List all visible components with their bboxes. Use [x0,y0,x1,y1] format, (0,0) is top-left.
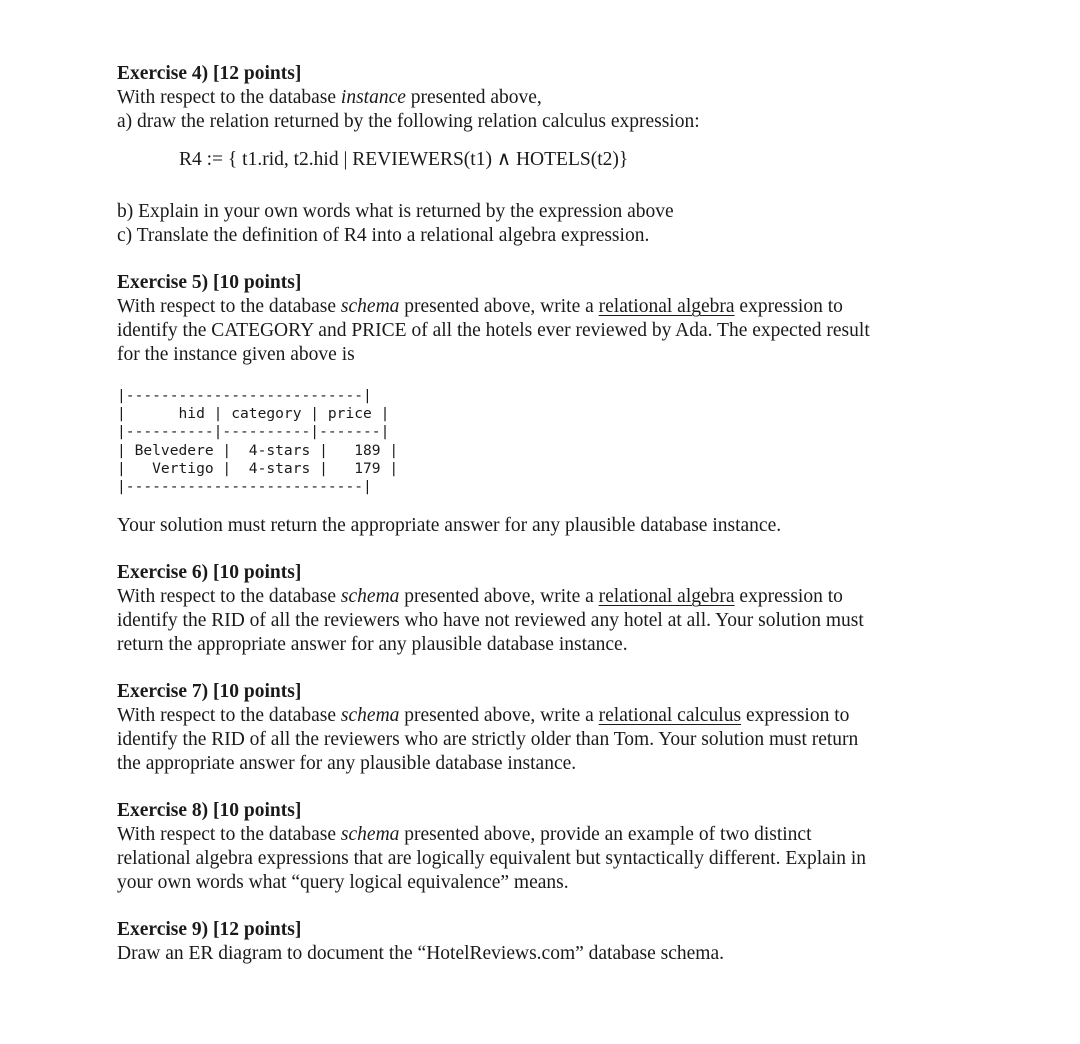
exercise-7-line-1 [117,704,967,728]
exercise-6-line-3: return the appropriate answer for any plausible database instance. [117,634,628,656]
text: presented above, provide an example of two distinct [399,824,812,846]
schema-emphasis: schema [340,586,400,608]
exercise-9-line-1: Draw an ER diagram to document the “HotelReviews.com” database schema. [117,943,724,965]
exercise-7-line-2: identify the RID of all the reviewers who are strictly older than Tom. Your solution must return [117,729,859,751]
schema-emphasis: schema [340,296,400,317]
text: presented above, write a [399,296,599,317]
exercise-7 [117,680,967,776]
relational-calculus-underlined: relational calculus [598,705,742,727]
exercise-5-line-2: identify the CATEGORY and PRICE of all the hotels ever reviewed by Ada. The expected result [117,320,870,341]
intro-emphasis: instance [340,87,406,108]
text: With respect to the database [117,586,341,608]
schema-emphasis: schema [340,705,400,727]
text: With respect to the database [117,296,341,317]
text: expression to [741,705,850,727]
text: expression to [734,586,843,608]
exercise-7-line-3: the appropriate answer for any plausible database instance. [117,753,577,775]
exercise-9-title: Exercise 9) [12 points] [117,919,302,941]
exercise-5-title: Exercise 5) [10 points] [117,272,302,293]
text: With respect to the database [117,705,341,727]
exercise-5-note: Your solution must return the appropriate answer for any plausible database instance. [117,515,782,537]
relational-algebra-underlined: relational algebra [598,586,735,608]
exercise-8-line-2: relational algebra expressions that are logically equivalent but syntactically different. Explain in [117,848,867,870]
exercise-sheet [117,62,967,966]
intro-text-end: presented above, [405,87,542,108]
exercise-5-line-1 [117,295,967,319]
exercise-8-line-3: your own words what “query logical equivalence” means. [117,872,569,894]
exercise-8-title: Exercise 8) [10 points] [117,800,302,822]
text: presented above, write a [399,586,599,608]
exercise-7-title: Exercise 7) [10 points] [117,681,302,703]
relational-algebra-underlined: relational algebra [598,296,735,317]
exercise-6 [117,561,967,657]
r4-formula: R4 := { t1.rid, t2.hid | REVIEWERS(t1) ∧ HOTELS(t2)} [179,149,629,170]
intro-text: With respect to the database [117,87,341,108]
text: presented above, write a [399,705,599,727]
exercise-4 [117,62,967,248]
exercise-6-line-2: identify the RID of all the reviewers who have not reviewed any hotel at all. Your solution must [117,610,864,632]
exercise-4-intro [117,86,967,110]
expected-result-table: |---------------------------| | hid | category | price | |----------|----------|-------| | Belvedere | 4-stars | 189 | | Vertigo | 4-stars | 179 | |---------------------------| [117,387,399,496]
schema-emphasis: schema [340,824,400,846]
text: With respect to the database [117,824,341,846]
exercise-4-part-a: a) draw the relation returned by the following relation calculus expression: [117,111,700,132]
exercise-9 [117,918,967,966]
exercise-8 [117,799,967,895]
exercise-5-line-3: for the instance given above is [117,344,355,365]
exercise-4-title: Exercise 4) [12 points] [117,63,302,84]
exercise-6-title: Exercise 6) [10 points] [117,562,302,584]
exercise-6-line-1 [117,585,967,609]
exercise-5 [117,271,967,538]
exercise-8-line-1 [117,823,967,847]
exercise-4-part-c: c) Translate the definition of R4 into a relational algebra expression. [117,225,650,246]
exercise-4-part-b: b) Explain in your own words what is returned by the expression above [117,201,674,222]
text: expression to [734,296,843,317]
